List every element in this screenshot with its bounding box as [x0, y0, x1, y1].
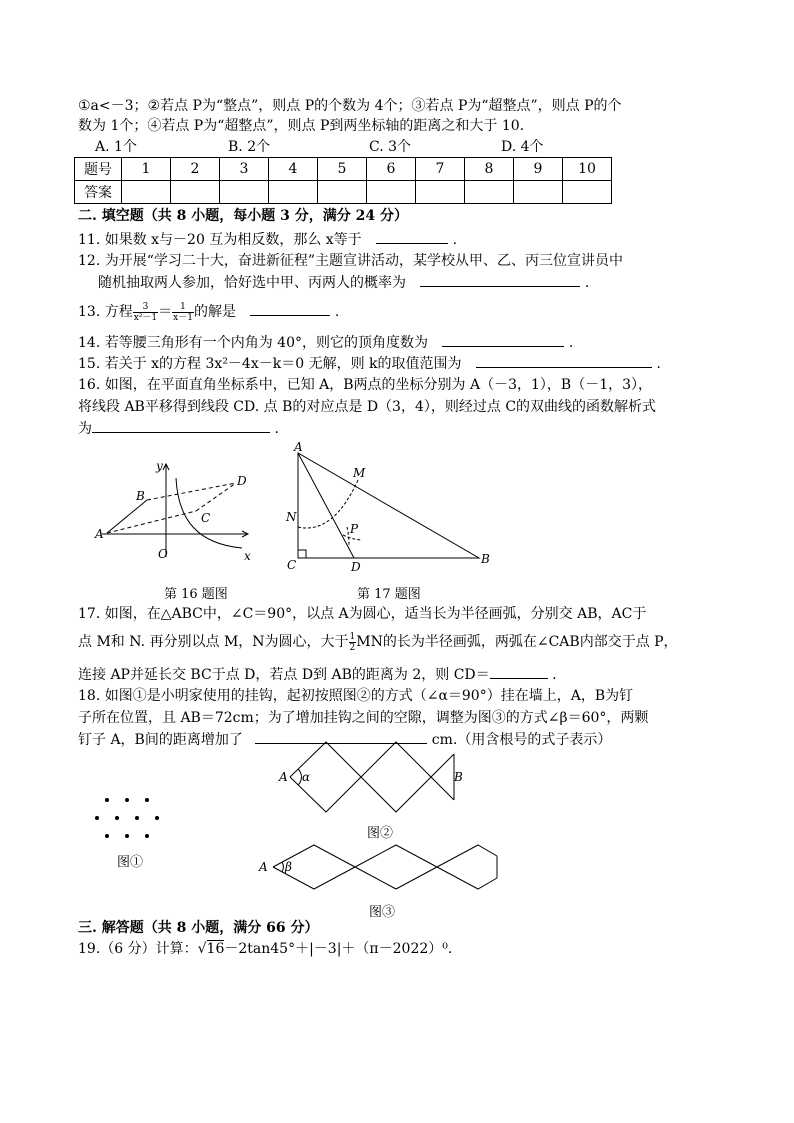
- q19-rest: －2tan45°＋|－3|＋（π－2022）⁰.: [224, 941, 453, 957]
- q17-text-a: 点 M和 N. 再分别以点 M，N为圆心，大于: [78, 634, 349, 650]
- angle-alpha-arc: [298, 769, 301, 785]
- label-a: A: [95, 527, 104, 541]
- dot: [125, 834, 129, 838]
- answer-cell[interactable]: [514, 181, 563, 204]
- answer-cell[interactable]: [563, 181, 612, 204]
- fig17-caption: 第 17 题图: [357, 587, 421, 602]
- hook-bottom: [273, 867, 497, 889]
- answer-cell[interactable]: [318, 181, 367, 204]
- dot: [115, 816, 119, 820]
- label-c: C: [287, 558, 297, 572]
- q13-prefix: 13. 方程: [78, 304, 133, 320]
- q15-end: .: [656, 356, 661, 372]
- answer-cell[interactable]: [269, 181, 318, 204]
- table-cell: 6: [367, 158, 416, 181]
- answer-cell[interactable]: [416, 181, 465, 204]
- q13-fraction-left: $\frac{3}{\text{x²－1}}$: [133, 301, 158, 323]
- figure-18-3: [256, 842, 506, 898]
- q12-line2: [98, 272, 589, 293]
- q17-text-b: MN的长为半径画弧，两弧在∠CAB内部交于点 P，: [356, 634, 678, 650]
- label-beta: β: [285, 860, 292, 874]
- answer-cell[interactable]: [367, 181, 416, 204]
- dot: [95, 816, 99, 820]
- q11-end: .: [452, 232, 458, 248]
- fig18-caption-1: 图①: [117, 855, 144, 870]
- table-cell: 3: [220, 158, 269, 181]
- table-cell: 8: [465, 158, 514, 181]
- q14-answer-blank[interactable]: [442, 332, 564, 347]
- q16-line2: 将线段 AB平移得到线段 CD. 点 B的对应点是 D（3，4），则经过点 C的双曲线的函数解析式: [78, 399, 657, 415]
- label-a: A: [259, 860, 268, 874]
- figure-18-1: [90, 790, 170, 840]
- q13-equals: ＝: [158, 304, 173, 320]
- fig18-caption-3: 图③: [369, 905, 396, 920]
- right-angle-mark: [298, 550, 306, 558]
- figure-17: [283, 440, 493, 574]
- section2-title: 二. 填空题（共 8 小题，每小题 3 分，满分 24 分）: [78, 208, 408, 224]
- table-row: [75, 181, 612, 204]
- q14: [78, 332, 573, 353]
- table-cell: 5: [318, 158, 367, 181]
- q19-prefix: 19.（6 分）计算：: [78, 941, 198, 957]
- q15-answer-blank[interactable]: [476, 353, 652, 368]
- label-x: x: [244, 549, 251, 563]
- q13: [78, 300, 339, 324]
- answer-cell[interactable]: [465, 181, 514, 204]
- q10-option-d: D. 4个: [501, 139, 544, 155]
- q10-line2: 数为 1个；④若点 P为“超整点”，则点 P到两坐标轴的距离之和大于 10.: [78, 118, 525, 134]
- table-row: [75, 158, 612, 181]
- figure-16: [90, 459, 260, 572]
- q17-answer-blank[interactable]: [490, 664, 548, 679]
- q15: [78, 353, 661, 374]
- answer-cell[interactable]: [220, 181, 269, 204]
- q12-line1: 12. 为开展“学习二十大，奋进新征程”主题宣讲活动，某学校从甲、乙、丙三位宣讲员中: [78, 253, 624, 269]
- q14-end: .: [568, 335, 574, 351]
- sqrt-icon: √: [197, 941, 207, 957]
- q17-text: 连接 AP并延长交 BC于点 D，若点 D到 AB的距离为 2，则 CD＝: [78, 667, 490, 683]
- q13-fraction-right: $\frac{1}{x-1}$: [173, 301, 193, 323]
- dot: [155, 816, 159, 820]
- label-d: D: [237, 474, 247, 488]
- hook-top: [290, 742, 454, 777]
- label-b: B: [136, 489, 145, 503]
- table-cell: 1: [122, 158, 171, 181]
- q14-text: 14. 若等腰三角形有一个内角为 40°，则它的顶角度数为: [78, 335, 428, 351]
- q13-suffix: 的解是: [193, 304, 236, 320]
- q17-end: .: [552, 667, 557, 683]
- section3-title: 三. 解答题（共 8 小题，满分 66 分）: [78, 920, 319, 936]
- q17-line2: [78, 630, 678, 654]
- table-cell: 2: [171, 158, 220, 181]
- angle-beta-arc: [282, 862, 283, 872]
- label-alpha: α: [302, 770, 311, 784]
- q19: [78, 937, 452, 961]
- label-y: y: [156, 459, 163, 473]
- table-cell: 10: [563, 158, 612, 181]
- q19-radicand: 16: [206, 941, 225, 957]
- q18-text: 钉子 A，B间的距离增加了: [78, 732, 243, 748]
- q13-answer-blank[interactable]: [250, 301, 330, 316]
- dash-bd: [147, 483, 236, 500]
- q17-line3: [78, 664, 557, 685]
- q12-answer-blank[interactable]: [420, 272, 580, 287]
- table-cell: 4: [269, 158, 318, 181]
- figure-18-2: [276, 740, 476, 820]
- q11-text: 11. 如果数 x与－20 互为相反数，那么 x等于: [78, 232, 362, 248]
- fig18-caption-2: 图②: [367, 826, 394, 841]
- label-a: A: [279, 770, 288, 784]
- q18-line1: 18. 如图①是小明家使用的挂钩，起初按照图②的方式（∠α＝90°）挂在墙上，A，B为钉: [78, 688, 634, 704]
- dot: [125, 798, 129, 802]
- q13-end: .: [334, 304, 340, 320]
- q15-text: 15. 若关于 x的方程 3x²－4x－k＝0 无解，则 k的取值范围为: [78, 356, 462, 372]
- label-o: O: [158, 547, 168, 561]
- q10-option-a: A. 1个: [95, 139, 137, 155]
- q16-line3: [78, 418, 279, 439]
- q18-line2: 子所在位置，且 AB＝72cm；为了增加挂钩之间的空隙，调整为图③的方式∠β＝60°，两颗: [78, 710, 649, 726]
- label-p: P: [350, 522, 359, 536]
- label-c: C: [201, 511, 211, 525]
- q10-option-c: C. 3个: [369, 139, 412, 155]
- answer-cell[interactable]: [122, 181, 171, 204]
- dot: [145, 834, 149, 838]
- label-d: D: [351, 560, 361, 574]
- q16-end: .: [274, 421, 279, 437]
- dot: [135, 816, 139, 820]
- q11-answer-blank[interactable]: [376, 229, 448, 244]
- dot: [105, 834, 109, 838]
- dot: [145, 798, 149, 802]
- label-m: M: [353, 466, 366, 480]
- label-n: N: [286, 510, 297, 524]
- label-b: B: [454, 770, 463, 784]
- label-a: A: [294, 440, 303, 454]
- q10-line1: ①a<－3；②若点 P为“整点”，则点 P的个数为 4个；③若点 P为“超整点”，则点 P的个: [78, 98, 622, 114]
- q16-answer-blank[interactable]: [92, 418, 270, 433]
- q12-end: .: [584, 275, 590, 291]
- table-header-answer: 答案: [75, 181, 122, 204]
- q17-half-fraction: $\frac{1}{2}$: [349, 631, 356, 653]
- q18-unit: cm.（用含根号的式子表示）: [431, 732, 612, 748]
- table-cell: 7: [416, 158, 465, 181]
- table-header-number: 题号: [75, 158, 122, 181]
- hook-bottom: [290, 777, 454, 812]
- q11: [78, 229, 457, 250]
- label-b: B: [481, 552, 490, 566]
- q10-option-b: B. 2个: [228, 139, 271, 155]
- answer-cell[interactable]: [171, 181, 220, 204]
- q17-line1: 17. 如图，在△ABC中，∠C＝90°，以点 A为圆心，适当长为半径画弧，分别交 AB，AC于: [78, 606, 647, 622]
- answer-table: [74, 157, 612, 204]
- hook-top: [273, 845, 497, 867]
- arc-mn: [298, 480, 358, 528]
- table-cell: 9: [514, 158, 563, 181]
- q16-prefix: 为: [78, 421, 92, 437]
- q12-text: 随机抽取两人参加，恰好选中甲、丙两人的概率为: [98, 275, 406, 291]
- dot: [105, 798, 109, 802]
- triangle-abc: [298, 453, 479, 558]
- q16-line1: 16. 如图，在平面直角坐标系中，已知 A，B两点的坐标分别为 A（－3，1），B（－1，3），: [78, 377, 653, 393]
- fig16-caption: 第 16 题图: [164, 587, 228, 602]
- segment-ab: [107, 500, 147, 533]
